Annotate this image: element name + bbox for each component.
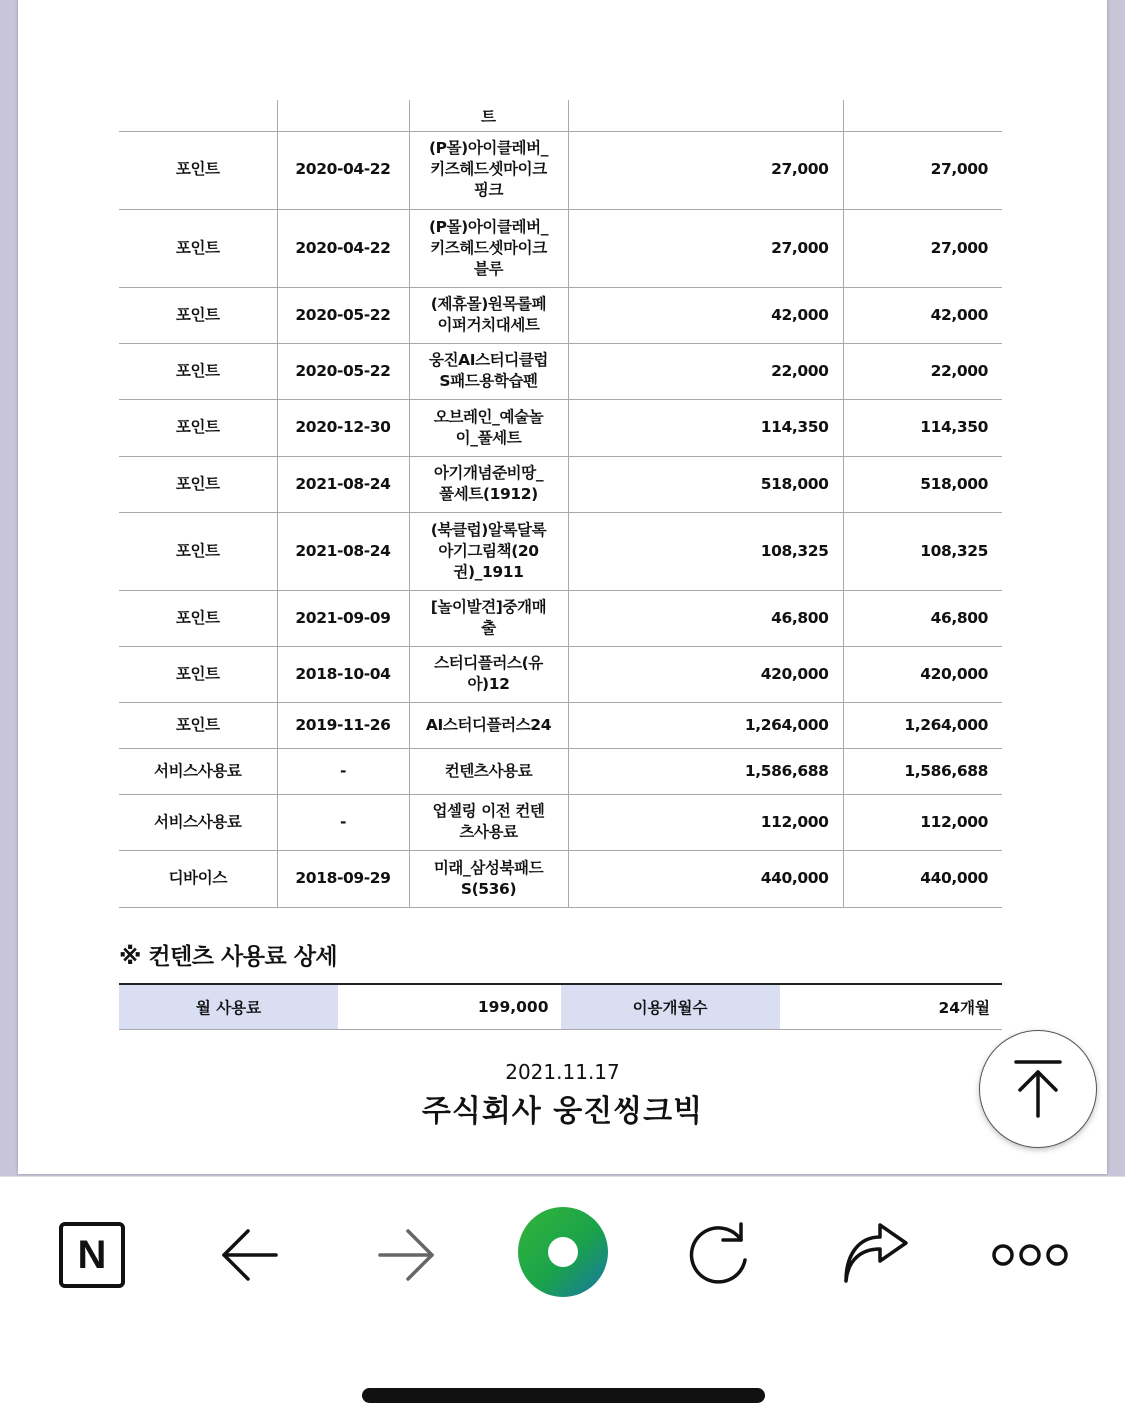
row-type: 포인트 [119, 399, 277, 456]
row-name-line: 업셀링 이전 컨텐 [432, 802, 545, 820]
row-date: 2021-08-24 [277, 512, 409, 590]
row-total: 440,000 [843, 850, 1002, 907]
row-amount: 22,000 [568, 343, 843, 399]
row-name-line: 아)12 [467, 675, 510, 693]
row-name-line: 이퍼거치대세트 [437, 316, 540, 334]
monthly-fee-value: 199,000 [338, 984, 561, 1030]
row-name-line: 오브레인_예술놀 [433, 407, 544, 426]
row-amount: 440,000 [568, 850, 843, 907]
row-name [409, 850, 568, 907]
row-total: 420,000 [843, 646, 1002, 702]
home-indicator[interactable] [362, 1388, 765, 1403]
forward-arrow-icon [374, 1227, 438, 1283]
row-name-line: (P몰)아이클레버_ [428, 217, 549, 236]
row-name [409, 512, 568, 590]
row-date: - [277, 794, 409, 850]
naver-home-button[interactable] [52, 1215, 132, 1295]
row-name-line: 풀세트(1912) [439, 485, 538, 503]
table-row [119, 343, 1002, 399]
row-total: 1,586,688 [843, 748, 1002, 794]
row-amount: 27,000 [568, 131, 843, 209]
row-type: 포인트 [119, 287, 277, 343]
row-type: 포인트 [119, 702, 277, 748]
green-dot-button[interactable] [516, 1205, 610, 1299]
row-amount: 46,800 [568, 590, 843, 646]
table-row [119, 850, 1002, 907]
row-total: 1,264,000 [843, 702, 1002, 748]
row-date: 2020-04-22 [277, 131, 409, 209]
naver-n-icon: N [59, 1222, 125, 1288]
row-name-line: 키즈헤드셋마이크 [430, 238, 547, 257]
row-total: 27,000 [843, 131, 1002, 209]
partial-row-name: 트 [481, 108, 496, 126]
row-total: 22,000 [843, 343, 1002, 399]
table-row [119, 209, 1002, 287]
row-total: 114,350 [843, 399, 1002, 456]
table-row [119, 590, 1002, 646]
row-type: 포인트 [119, 209, 277, 287]
row-type: 포인트 [119, 131, 277, 209]
row-name [409, 287, 568, 343]
row-type: 포인트 [119, 512, 277, 590]
row-amount: 1,586,688 [568, 748, 843, 794]
row-date: 2020-12-30 [277, 399, 409, 456]
row-name [409, 748, 568, 794]
table-row [119, 748, 1002, 794]
row-total: 518,000 [843, 456, 1002, 512]
table-row [119, 131, 1002, 209]
table-row [119, 287, 1002, 343]
row-type: 포인트 [119, 646, 277, 702]
row-date: 2021-09-09 [277, 590, 409, 646]
row-amount: 1,264,000 [568, 702, 843, 748]
reload-icon [683, 1220, 753, 1290]
row-name [409, 343, 568, 399]
row-name [409, 646, 568, 702]
row-type: 포인트 [119, 456, 277, 512]
row-date: 2019-11-26 [277, 702, 409, 748]
more-icon [990, 1240, 1070, 1270]
row-total: 112,000 [843, 794, 1002, 850]
back-button[interactable] [210, 1215, 290, 1295]
detail-table [119, 983, 1002, 1030]
document-page [18, 0, 1107, 1174]
row-name [409, 209, 568, 287]
arrow-up-to-line-icon [1008, 1054, 1068, 1124]
row-name-line: 웅진AI스터디클럽 [429, 351, 548, 369]
row-name-line: 스터디플러스(유 [434, 654, 543, 672]
browser-toolbar [0, 1176, 1125, 1327]
green-dot-icon [517, 1206, 609, 1298]
back-arrow-icon [218, 1227, 282, 1283]
row-name-line: [놀이발견]중개매 [430, 598, 547, 616]
row-amount: 112,000 [568, 794, 843, 850]
months-label: 이용개월수 [561, 984, 780, 1030]
row-date: 2020-05-22 [277, 287, 409, 343]
partial-row [119, 100, 1002, 132]
share-icon [840, 1223, 912, 1287]
months-value: 24개월 [780, 984, 1003, 1030]
row-type: 디바이스 [119, 850, 277, 907]
forward-button[interactable] [366, 1215, 446, 1295]
document-date: 2021.11.17 [505, 1060, 620, 1084]
row-date: 2018-09-29 [277, 850, 409, 907]
table-row [119, 456, 1002, 512]
row-name-line: 아기개념준비땅_ [433, 464, 544, 482]
row-name-line: (제휴몰)원목롤페 [430, 295, 547, 313]
row-name-line: (P몰)아이클레버_ [428, 139, 549, 158]
row-name-line: (북클럽)알록달록 [430, 520, 547, 539]
scroll-to-top-button[interactable] [979, 1030, 1097, 1148]
table-row [119, 399, 1002, 456]
table-row [119, 512, 1002, 590]
more-button[interactable] [990, 1215, 1070, 1295]
table-row [119, 702, 1002, 748]
row-name-line: 권)_1911 [453, 562, 524, 581]
company-name: 주식회사 웅진씽크빅 [421, 1094, 704, 1129]
row-amount: 420,000 [568, 646, 843, 702]
row-date: 2020-04-22 [277, 209, 409, 287]
row-name-line: 미래_삼성북패드 [433, 858, 544, 877]
share-button[interactable] [836, 1215, 916, 1295]
row-name-line: 출 [481, 619, 496, 637]
row-date: 2020-05-22 [277, 343, 409, 399]
reload-button[interactable] [678, 1215, 758, 1295]
row-name [409, 399, 568, 456]
row-name-line: S패드용학습펜 [439, 372, 538, 390]
row-name [409, 794, 568, 850]
table-row [119, 794, 1002, 850]
row-name-line: S(536) [460, 879, 517, 898]
detail-section-title: ※ 컨텐츠 사용료 상세 [119, 944, 338, 970]
monthly-fee-label: 월 사용료 [119, 984, 338, 1030]
row-name-line: 키즈헤드셋마이크 [430, 160, 547, 179]
row-type: 서비스사용료 [119, 748, 277, 794]
row-amount: 518,000 [568, 456, 843, 512]
row-amount: 114,350 [568, 399, 843, 456]
row-name [409, 702, 568, 748]
row-name-line: 츠사용료 [459, 823, 518, 841]
row-type: 포인트 [119, 343, 277, 399]
row-name-line: 컨텐츠사용료 [444, 761, 533, 780]
row-date: 2018-10-04 [277, 646, 409, 702]
row-type: 포인트 [119, 590, 277, 646]
row-name-line: 핑크 [473, 181, 504, 200]
row-name [409, 456, 568, 512]
row-amount: 27,000 [568, 209, 843, 287]
row-name-line: AI스터디플러스24 [425, 715, 552, 734]
row-type: 서비스사용료 [119, 794, 277, 850]
row-name-line: 블루 [473, 259, 504, 278]
items-table [119, 131, 1002, 908]
row-amount: 108,325 [568, 512, 843, 590]
table-row [119, 646, 1002, 702]
row-total: 108,325 [843, 512, 1002, 590]
row-total: 42,000 [843, 287, 1002, 343]
row-name [409, 131, 568, 209]
row-date: - [277, 748, 409, 794]
row-name-line: 이_풀세트 [455, 428, 522, 447]
row-amount: 42,000 [568, 287, 843, 343]
row-name [409, 590, 568, 646]
row-total: 27,000 [843, 209, 1002, 287]
row-name-line: 아기그림책(20 [438, 541, 539, 560]
row-date: 2021-08-24 [277, 456, 409, 512]
row-total: 46,800 [843, 590, 1002, 646]
